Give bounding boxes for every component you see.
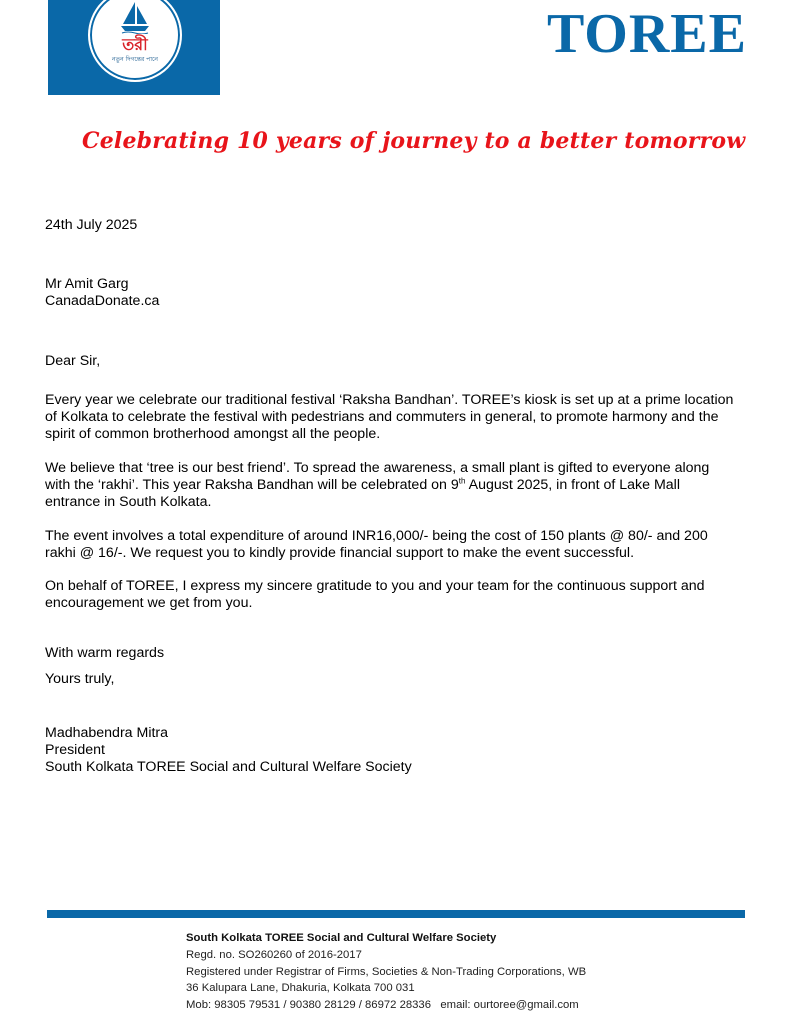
paragraph-2-text-end: August 2025, in front of Lake Mall entrance in South Kolkata. [45,477,680,510]
footer-regd: Regd. no. SO260260 of 2016-2017 [186,948,362,961]
logo-bengali-tagline: নতুন দিগন্তের পানে [112,56,158,63]
logo [48,0,220,95]
signatory-title: President [45,742,105,758]
signatory-organization: South Kolkata TOREE Social and Cultural Welfare Society [45,759,412,775]
logo-emblem [88,0,182,82]
paragraph-2-text: We believe that ‘tree is our best friend’. To spread the awareness, a small plant is gifted to everyone along with the ‘rakhi’. This year Raksha Bandhan will be celebrated on 9 [45,460,710,493]
sailboat-icon [118,0,152,34]
ordinal-suffix: th [458,476,466,486]
signatory-name: Madhabendra Mitra [45,725,169,741]
footer-org-name: South Kolkata TOREE Social and Cultural Welfare Society [186,932,497,944]
recipient-name: Mr Amit Garg [45,276,129,292]
letter-date: 24th July 2025 [45,217,138,233]
paragraph-1: Every year we celebrate our traditional festival ‘Raksha Bandhan’. TOREE’s kiosk is set up at a prime location of Kolkata to celebrate the festival with pedestrians and commuters in general, to promote harmony and the spirit of common brotherhood amongst all the people. [45,392,734,442]
footer-registered-under: Registered under Registrar of Firms, Societies & Non-Trading Corporations, WB [186,965,587,978]
recipient-organization: CanadaDonate.ca [45,293,160,309]
footer-contact: Mob: 98305 79531 / 90380 28129 / 86972 28336 email: ourtoree@gmail.com [186,999,579,1012]
logo-bengali-name: তরী [122,35,148,54]
paragraph-3: The event involves a total expenditure of around INR16,000/- being the cost of 150 plants @ 80/- and 200 rakhi @ 16/-. We request you to kindly provide financial support to make the event successful. [45,528,708,561]
closing-regards: With warm regards [45,645,165,661]
recipient-block [45,276,735,310]
anniversary-tagline: Celebrating 10 years of journey to a better tomorrow [82,128,746,154]
paragraph-2 [45,460,735,511]
footer-divider [47,910,745,918]
salutation: Dear Sir, [45,353,101,369]
brand-name: TOREE [546,3,747,65]
signature-block [45,725,735,776]
closing-yours: Yours truly, [45,671,115,687]
paragraph-4: On behalf of TOREE, I express my sincere gratitude to you and your team for the continuous support and encouragement we get from you. [45,578,705,611]
footer-address: 36 Kalupara Lane, Dhakuria, Kolkata 700 031 [186,982,415,995]
footer [186,930,586,1014]
